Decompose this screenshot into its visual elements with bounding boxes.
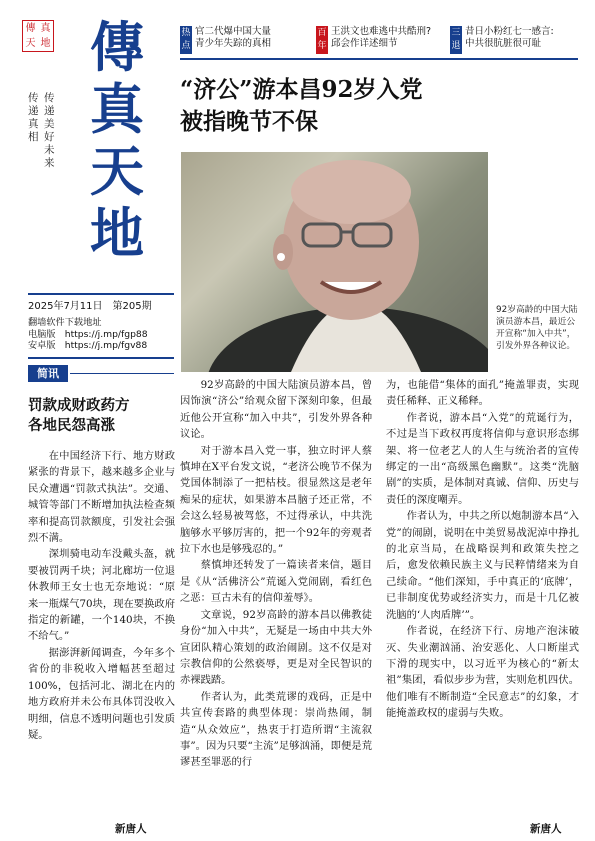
brief-body — [28, 448, 175, 743]
logo-char: 天 — [25, 38, 36, 49]
brief-label: 简讯 — [28, 365, 68, 382]
hot-line: 官二代爆中国大量 — [195, 26, 272, 37]
portrait-illustration — [181, 152, 488, 372]
hot-tag — [180, 26, 192, 54]
logo-char: 地 — [40, 38, 51, 49]
hot-line: 青少年失踪的真相 — [195, 38, 272, 49]
issue-date: 2025年7月11日 第205期 — [28, 301, 152, 312]
hot-text — [328, 26, 431, 54]
article-paragraph: 作者认为，中共之所以炮制游本昌“入党”的闹剧，说明在中美贸易战泥淖中挣扎的北京当局，在战略误判和政策失控之后，愈发依赖民族主义与民粹情绪来为自己续命。“他们深知，手中真正的‘底牌’，已非制度优势或经济实力，而是十几亿被洗脑的‘人肉盾牌’”。 — [386, 510, 579, 621]
tag-char: 点 — [181, 41, 191, 51]
hot-tag — [450, 26, 462, 54]
article-column-2 — [386, 377, 579, 722]
tag-char: 三 — [451, 28, 461, 38]
article-paragraph: 作者认为，此类荒谬的戏码，正是中共宣传套路的典型体现：崇尚热闹，制造“从众效应”，热衷于打造所谓“主流叙事”。因为只要“主流”足够汹涌，即便是荒谬甚至罪恶的行 — [180, 690, 372, 769]
divider — [28, 293, 174, 295]
newspaper-logo — [22, 20, 54, 52]
brief-paragraph: 据澎湃新闻调查，今年多个省份的非税收入增幅甚至超过100%，包括河北、湖北在内的地方政府并未公布具体罚没收入明细，信息不透明问题也引发质疑。 — [28, 646, 175, 741]
article-paragraph: 作者说，在经济下行、房地产泡沫破灭、失业潮汹涌、治安恶化、人口断崖式下滑的现实中，以习近平为核心的“新太祖”集团，看似步步为营，实则危机四伏。他们唯有不断制造“全民意志”的幻象，才能掩盖政权的虚弱与失败。 — [386, 625, 579, 720]
masthead-title — [72, 16, 162, 264]
brief-title — [28, 396, 178, 436]
article-paragraph: 为，也能借“集体的面孔”掩盖罪责，实现责任稀释、正义稀释。 — [386, 379, 579, 408]
article-column-1 — [180, 377, 372, 771]
article-paragraph: 对于游本昌入党一事，独立时评人蔡慎坤在X平台发文说，“老济公晚节不保为党国体制添了一把枯枝。很显然这是老年痴呆的症状，如果游本昌脑子还正常，不会这么轻易被驾悠，不过得承认，中共洗脑够水平够厉害的，把一个92年的旁观者拉下水也是够残忍的。” — [180, 444, 372, 556]
article-paragraph: 作者说，游本昌“入党”的荒诞行为，不过是当下政权再度将信仰与意识形态绑架、将一位老艺人的人生与统治者的宣传绑定的一出“高级黑色幽默”。这类“洗脑剧”的实质，是体制对真诚、信仰、历史与责任的深度嘲弄。 — [386, 411, 579, 506]
headline-line: “济公”游本昌92岁入党 — [180, 76, 423, 103]
masthead-char: 傳 — [90, 15, 144, 79]
tag-char: 热 — [181, 28, 191, 38]
hot-line: 中共很肮脏很可耻 — [465, 38, 542, 49]
brief-title-line: 各地民怨高涨 — [28, 417, 115, 434]
masthead-char: 地 — [90, 201, 144, 265]
slogan-1: 传递真相 — [28, 92, 39, 143]
download-info — [28, 317, 178, 352]
article-photo — [181, 152, 488, 372]
article-paragraph: 文章说，92岁高龄的游本昌以佛教徒身份“加入中共”，无疑是一场由中共大外宣团队精心策划的政治闹剧。这不仅是对宗教信仰的公然亵辱，更是对全民智识的赤裸践踏。 — [180, 608, 372, 687]
hot-text — [192, 26, 271, 54]
hot-line: 王洪文也难逃中共酷刑? — [331, 26, 432, 37]
headline-line: 被指晚节不保 — [180, 108, 318, 135]
brief-paragraph: 在中国经济下行、地方财政紧张的背景下，越来越多企业与民众遭遇“罚款式执法”。交通、城管等部门不断增加执法检查频率和提高罚款额度，引发社会强烈不满。 — [28, 450, 175, 545]
hot-news-item[interactable] — [450, 26, 585, 54]
hot-tag — [316, 26, 328, 54]
divider — [70, 373, 174, 374]
divider — [28, 357, 174, 359]
brief-signature: 新唐人 — [115, 823, 147, 835]
brief-title-line: 罚款成财政药方 — [28, 397, 130, 414]
tag-char: 年 — [317, 41, 327, 51]
masthead-char: 真 — [90, 77, 144, 141]
hot-text — [462, 26, 554, 54]
hot-news-item[interactable] — [316, 26, 446, 54]
hot-line: 邱会作详述细节 — [331, 38, 398, 49]
slogan-2: 传递美好未来 — [44, 92, 55, 169]
logo-char: 傳 — [25, 23, 36, 34]
article-paragraph: 92岁高龄的中国大陆演员游本昌，曾因饰演“济公”给观众留下深刻印象，但最近他公开宣称“加入中共”，引发外界各种议论。 — [180, 379, 372, 441]
hot-line: 昔日小粉红七一感言: — [465, 26, 554, 37]
tag-char: 退 — [451, 41, 461, 51]
article-signature: 新唐人 — [530, 823, 562, 835]
divider — [180, 58, 578, 60]
download-pc-link[interactable]: 电脑版 https://j.mp/fgp88 — [28, 328, 148, 340]
headline — [180, 74, 580, 138]
article-paragraph: 蔡慎坤还转发了一篇读者来信，题目是《从“活佛济公”荒诞入党闹剧，看红色之恶：亘古未有的信仰羞辱》。 — [180, 559, 372, 605]
hot-news-item[interactable] — [180, 26, 310, 54]
brief-paragraph: 深圳骑电动车没戴头盔，就要被罚两千块；河北廊坊一位退休教师王女士也无奈地说：“原来一瓶煤气70块，现在要换政府指定的新罐，一个140块，不换不给气。” — [28, 548, 175, 643]
download-title: 翻墙软件下载地址 — [28, 317, 102, 328]
logo-char: 真 — [40, 23, 51, 34]
download-android-link[interactable]: 安卓版 https://j.mp/fgv88 — [28, 340, 148, 351]
masthead-char: 天 — [90, 139, 144, 203]
tag-char: 百 — [317, 28, 327, 38]
photo-caption: 92岁高龄的中国大陆演员游本昌，最近公开宣称“加入中共”，引发外界各种议论。 — [496, 305, 578, 351]
